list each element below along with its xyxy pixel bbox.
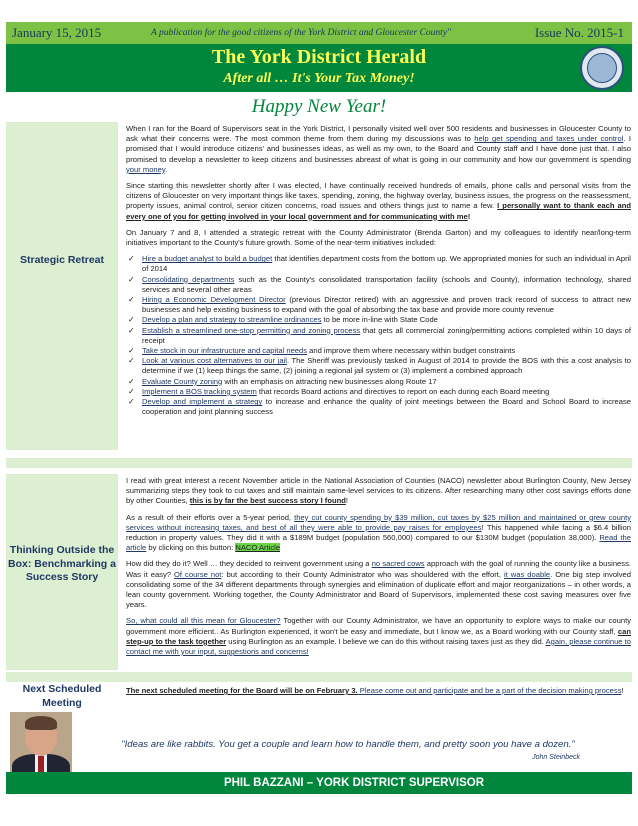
newsletter-header xyxy=(6,44,632,92)
checkmark-icon: ✓ xyxy=(128,325,135,335)
initiative-list xyxy=(126,254,631,417)
checkmark-icon: ✓ xyxy=(128,397,135,407)
newsletter-title: The York District Herald xyxy=(211,46,427,68)
strategic-sidebar xyxy=(6,122,118,450)
link-read-article[interactable]: Read the article xyxy=(126,533,631,553)
quote-text: "Ideas are like rabbits. You get a couple and learn how to handle them, and pretty soon you have a dozen." xyxy=(121,739,575,750)
list-item: ✓ Hiring a Economic Development Director (previous Director retired) with an aggressive and proven track record of success to attract new businesses and help existing business to expand with the goal of absorbing the tax base and provide more county revenue xyxy=(128,295,631,315)
thinking-label: Thinking Outside the Box: Benchmarking a Success Story xyxy=(8,544,116,583)
list-item: ✓ Evaluate County zoning with an emphasis on attracting new businesses along Route 17 xyxy=(128,376,437,386)
thinking-paragraph-2: As a result of their efforts over a 5-year period, they cut county spending by $39 million, cut taxes by $25 million and maintained or grew county services without increasing taxes, and best of all they were able to provide pay raises for employees! This happened while facing a $6.4 billion reduction in property values. They did it with a $189M budget (population 560,000) compared to our $130M budget (population 38,000). Read the article by clicking on this button: NACO Article xyxy=(126,512,631,553)
thinking-paragraph-4: So, what could all this mean for Gloucester? Together with our County Administrator, we have an opportunity to explore ways to make our county government more efficient.. As Burlington experienced, it won't be easy and immediate, but I know we, as a Board working with our County staff, can step-up to the task together using Burlington as an example. I believe we can do this without raising taxes just as they did. Again, please continue to contact me with your input, suggestions and concerns! xyxy=(126,616,631,657)
headline: Happy New Year! xyxy=(251,96,387,117)
intro-paragraph-2: Since starting this newsletter shortly after I was elected, I have continually received hundreds of emails, phone calls and personal visits from the citizens of Gloucester on very important things like taxes, spending, zoning, the highway overlay, business issues, the progress on the reassessment, property issues, animal control, senior citizen concerns, road issues and others things just to name a few. I personally want to thank each and every one of you for getting involved in your local government and for communicating with me! xyxy=(126,181,631,221)
checkmark-icon: ✓ xyxy=(128,315,135,325)
checkmark-icon: ✓ xyxy=(128,274,135,284)
issue-number: Issue No. 2015-1 xyxy=(534,25,624,40)
checkmark-icon: ✓ xyxy=(128,356,135,366)
checkmark-icon: ✓ xyxy=(128,346,135,356)
link-results[interactable]: they cut county spending by $39 million, cut taxes by $25 million and maintained or grew county services without increasing taxes, and best of all they were able to provide pay raises for employees xyxy=(126,512,631,532)
list-item: ✓ Establish a streamlined one-stop permitting and zoning process that gets all commercial zoning/permitting actions completed within 10 days of receipt xyxy=(128,325,631,345)
meeting-label: Next Scheduled Meeting xyxy=(22,683,102,709)
list-item: ✓ Develop a plan and strategy to streamline ordinances to be more in-line with State Code xyxy=(128,315,438,325)
link-contact-me[interactable]: Again, please continue to contact me with your input, suggestions and concerns! xyxy=(126,636,631,657)
checkmark-icon: ✓ xyxy=(128,386,135,396)
county-seal-icon xyxy=(580,46,624,90)
list-item: ✓ Take stock in our infrastructure and capital needs and improve them where necessary within budget constraints xyxy=(128,346,516,356)
list-item: ✓ Implement a BOS tracking system that records Board actions and directives to report on each during each Board meeting xyxy=(128,386,550,396)
strategic-intro: On January 7 and 8, I attended a strategic retreat with the County Administrator (Brenda Garton) and my colleagues to identify near/long-term initiatives important to the County's future growth. Some of the near-term initiatives included: xyxy=(126,227,631,248)
list-item: ✓ Develop and implement a strategy to increase and enhance the quality of joint meetings between the Board and School Board to increase cooperation and joint planning success xyxy=(128,397,632,417)
list-item: ✓ Look at various cost alternatives to our jail. The Sheriff was previously tasked in August of 2014 to provide the BOS with this a cost analysis to determine if we (1) keep things the same, (2) joining a regional jail system or (3) implement a combined approach xyxy=(128,356,632,376)
list-item: ✓ Consolidating departments such as the County's consolidated transportation facility (schools and County), information technology, shared services and several other areas xyxy=(128,274,631,294)
thinking-paragraph-1: I read with great interest a recent November article in the National Association of Counties (NACO) newsletter about Burlington County, New Jersey summarizing steps they took to cut taxes and still maintain same-level services to its citizens. After researching many other cost savings efforts done by other Counties, this is by far the best success story I found! xyxy=(126,476,631,506)
thinking-text xyxy=(126,476,631,663)
footer-bar: PHIL BAZZANI – YORK DISTRICT SUPERVISOR xyxy=(6,772,632,794)
section-divider xyxy=(6,672,632,682)
issue-date: January 15, 2015 xyxy=(12,25,102,40)
intro-paragraph-1: When I ran for the Board of Supervisors seat in the York District, I personally visited well over 500 residents and businesses in Gloucester County to ask what their concerns were. The most common theme from them during my discussions was to help get spending and taxes under control. I promised that I would introduce citizens' and businesses ideas, as well as my own, to the Board and County staff and I have done just that. I also promised to develop a newsletter to keep citizens and businesses abreast of what is going in our community and how our government is spending your money. xyxy=(126,124,631,174)
link-your-money[interactable]: your money xyxy=(126,164,166,174)
publication-line: A publication for the good citizens of the York District and Gloucester County" xyxy=(150,28,452,38)
quote-author: John Steinbeck xyxy=(532,754,580,761)
checkmark-icon: ✓ xyxy=(128,254,135,264)
checkmark-icon: ✓ xyxy=(128,376,135,386)
list-item: ✓ Hire a budget analyst to build a budget that identifies department costs from the bottom up. We appropriated monies for such an individual in April of 2014 xyxy=(128,254,631,274)
naco-article-button[interactable]: NACO Article xyxy=(235,543,281,553)
link-help-spending[interactable]: help get spending and taxes under control xyxy=(474,134,624,144)
supervisor-photo xyxy=(10,712,72,778)
newsletter-tagline: After all … It's Your Tax Money! xyxy=(223,71,415,86)
meeting-date: The next scheduled meeting for the Board will be on February 3. xyxy=(126,686,358,695)
section-divider xyxy=(6,458,632,468)
checkmark-icon: ✓ xyxy=(128,295,135,305)
strategic-label: Strategic Retreat xyxy=(19,254,105,266)
intro-text xyxy=(126,124,631,417)
meeting-text: The next scheduled meeting for the Board will be on February 3. Please come out and participate and be a part of the decision making process! xyxy=(126,686,624,695)
thinking-paragraph-3: How did they do it? Well … they decided to reinvent government using a no sacred cows approach with the goal of running the county like a business. Was it easy? Of course not: but according to their County Administrator who was shouldered with the effort, it was doable. One big step involved consolidating some of the 34 different departments through synergies and elimination of duplicate effort and major reorganizations – in other words, a lean county government. Working together, the County Administrator and Board of Supervisors, implemented these cost saving measures over five years. xyxy=(126,559,631,610)
masthead-bar xyxy=(6,22,632,44)
